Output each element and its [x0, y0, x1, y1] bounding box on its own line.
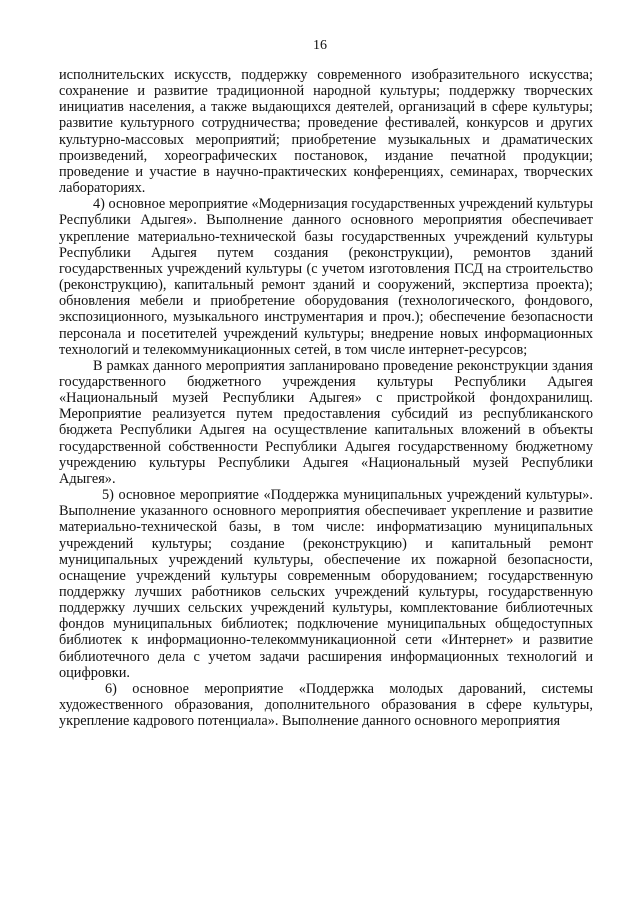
- document-body: [59, 67, 593, 729]
- paragraph: исполнительских искусств, поддержку современного изобразительного искусства; сохранение и развитие традиционной народной культуры; поддержку творческих инициатив населения, а также выдающихся деятелей, организаций в сфере культуры; развитие культурного сотрудничества; проведение фестивалей, конкурсов и других культурно-массовых мероприятий; приобретение музыкальных и драматических произведений, хореографических постановок, издание печатной продукции; проведение и участие в научно-практических конференциях, семинарах, творческих лабораториях.: [59, 67, 593, 197]
- paragraph: 5) основное мероприятие «Поддержка муниципальных учреждений культуры». Выполнение указанного основного мероприятия обеспечивает укрепление и развитие материально-технической базы, в том числе: информатизацию муниципальных учреждений культуры; создание (реконструкцию) и капитальный ремонт муниципальных учреждений культуры, обеспечение их пожарной безопасности, оснащение учреждений культуры современным оборудованием; государственную поддержку лучших работников сельских учреждений культуры, государственную поддержку лучших сельских учреждений культуры, комплектование библиотечных фондов муниципальных библиотек; подключение муниципальных общедоступных библиотек к информационно-телекоммуникационной сети «Интернет» и развитие библиотечного дела с учетом задачи расширения информационных технологий и оцифровки.: [59, 487, 593, 681]
- paragraph: 6) основное мероприятие «Поддержка молодых дарований, системы художественного образования, дополнительного образования в сфере культуры, укрепление кадрового потенциала». Выполнение данного основного мероприятия: [59, 680, 593, 730]
- paragraph: В рамках данного мероприятия запланировано проведение реконструкции здания государственного бюджетного учреждения культуры Республики Адыгея «Национальный музей Республики Адыгея» с пристройкой фондохранилищ. Мероприятие реализуется путем предоставления субсидий из республиканского бюджета Республики Адыгея на осуществление капитальных вложений в объекты государственной собственности Республики Адыгея государственному бюджетному учреждению культуры Республики Адыгея «Национальный музей Республики Адыгея».: [59, 357, 593, 487]
- paragraph: 4) основное мероприятие «Модернизация государственных учреждений культуры Республики Адыгея». Выполнение данного основного мероприятия обеспечивает укрепление материально-технической базы государственных учреждений культуры Республики Адыгея путем создания (реконструкции), ремонтов зданий государственных учреждений культуры (с учетом изготовления ПСД на строительство (реконструкцию), капитальный ремонт зданий и сооружений, экспертиза проекта); обновления мебели и приобретение оборудования (технологического, фондового, экспозиционного, музыкального инструментария и проч.); обеспечение безопасности персонала и посетителей учреждений культуры; внедрение новых информационных технологий и телекоммуникационных сетей, в том числе интернет-ресурсов;: [59, 196, 593, 358]
- page-number: 16: [313, 38, 327, 53]
